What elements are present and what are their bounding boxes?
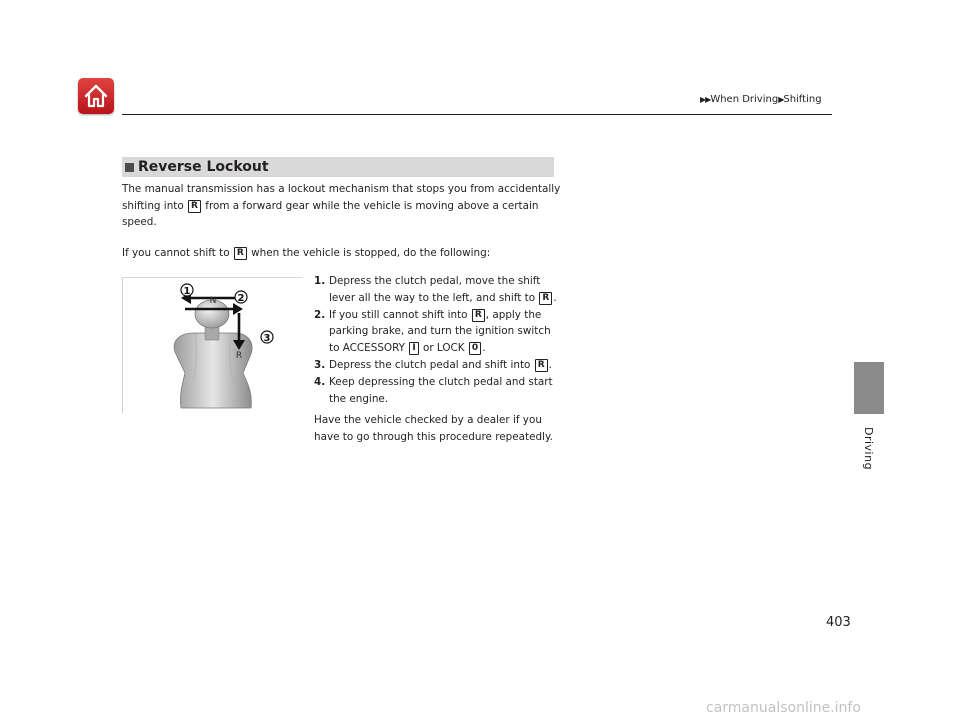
section-title: Reverse Lockout (138, 159, 269, 175)
section-header (122, 157, 554, 177)
step-text-part: , apply the parking brake, and turn the ignition switch to ACCESSORY (329, 308, 551, 355)
intro-text-2b: when the vehicle is stopped, do the following: (251, 247, 491, 259)
gear-r-key-icon: R (539, 292, 552, 305)
chapter-tab-label: Driving (862, 427, 875, 471)
step-text-part: . (482, 342, 486, 355)
breadcrumb-current-shifting[interactable]: Shifting (783, 94, 822, 105)
home-icon (82, 82, 110, 110)
breadcrumb-link-when-driving[interactable]: When Driving (710, 94, 779, 105)
gear-r-key-icon: R (535, 359, 548, 372)
breadcrumb-arrow-icon: ▶▶ (700, 95, 711, 104)
intro-paragraph-1 (122, 181, 562, 231)
chapter-tab[interactable] (854, 362, 884, 414)
callout-3-label: 3 (263, 333, 271, 344)
step-item (314, 307, 562, 357)
header-rule (122, 114, 832, 115)
step-item (314, 273, 562, 307)
gear-n-label: N (209, 296, 217, 306)
intro-text-1b: from a forward gear while the vehicle is moving above a certain speed. (122, 199, 539, 229)
step-number: 2. (314, 308, 326, 321)
step-item (314, 374, 562, 408)
step-text-part: Depress the clutch pedal, move the shift lever all the way to the left, and shift to (329, 275, 541, 304)
page-number: 403 (826, 615, 851, 630)
gear-r-key-icon: R (234, 247, 247, 260)
breadcrumb-separator-icon: ▶ (778, 95, 784, 104)
intro-text-2a: If you cannot shift to (122, 247, 230, 259)
step-number: 1. (314, 275, 326, 287)
home-button[interactable] (78, 78, 114, 114)
step-text (329, 307, 562, 357)
callout-1-label: 1 (183, 286, 191, 297)
step-text-part: or LOCK (423, 342, 465, 355)
step-text-part: If you still cannot shift into (329, 308, 468, 321)
gear-r-label: R (235, 351, 243, 361)
shift-lever-illustration (122, 277, 303, 413)
breadcrumb (700, 94, 822, 105)
closing-note: Have the vehicle checked by a dealer if you have to go through this procedure repeatedly. (314, 414, 553, 443)
step-text-part: Depress the clutch pedal and shift into (329, 358, 531, 371)
step-text: Keep depressing the clutch pedal and start the engine. (329, 375, 553, 405)
intro-paragraph-2 (122, 245, 562, 262)
lock-key-icon: 0 (469, 342, 481, 355)
accessory-key-icon: I (409, 342, 418, 355)
gear-r-key-icon: R (188, 200, 201, 213)
step-text (329, 273, 562, 307)
step-item (314, 357, 562, 374)
steps-list (314, 273, 562, 407)
step-text-part: . (548, 358, 552, 371)
intro-text-1a: The manual transmission has a lockout mechanism that stops you from accidentally shifting into (122, 183, 561, 212)
step-text (329, 357, 562, 374)
gear-r-key-icon: R (472, 309, 485, 322)
callout-2-label: 2 (237, 293, 245, 304)
step-text-part: . (553, 291, 557, 304)
section-square-icon (125, 163, 134, 172)
shift-lever-illustration-svg (123, 278, 303, 413)
watermark: carmanualsonline.info (706, 700, 861, 716)
step-number: 4. (314, 375, 326, 388)
step-number: 3. (314, 358, 326, 371)
